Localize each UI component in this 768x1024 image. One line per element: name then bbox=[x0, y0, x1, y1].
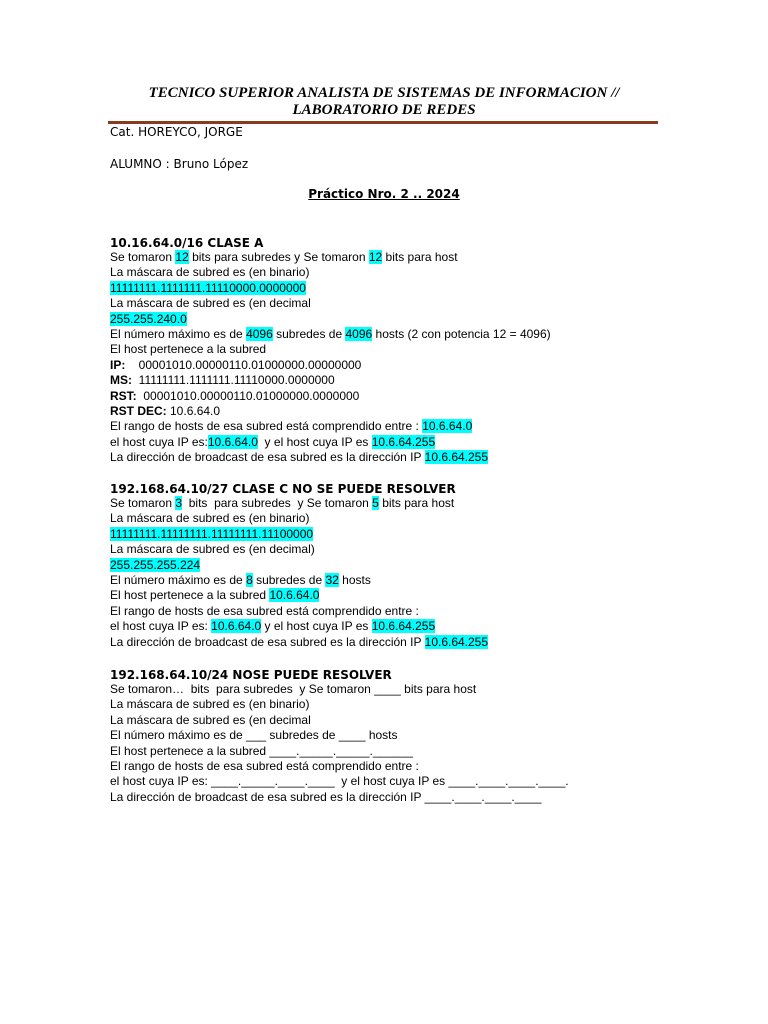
max-subnets-line: El número máximo es de 4096 subredes de 4096 hosts (2 con potencia 12 = 4096) bbox=[110, 326, 551, 341]
section-class-c-24 bbox=[110, 667, 670, 805]
rst-decimal-line: RST DEC: 10.6.64.0 bbox=[110, 403, 221, 418]
teacher-name: Cat. HOREYCO, JORGE bbox=[110, 125, 243, 139]
bits-line: Se tomaron 12 bits para subredes y Se tomaron 12 bits para host bbox=[110, 250, 458, 264]
mask-decimal-value: 255.255.255.224 bbox=[110, 557, 201, 572]
section-class-a bbox=[110, 235, 670, 465]
section-class-c bbox=[110, 481, 670, 650]
subnet-line: El host pertenece a la subred 10.6.64.0 bbox=[110, 588, 320, 603]
section-heading: 192.168.64.10/27 CLASE C NO SE PUEDE RESOLVER bbox=[110, 482, 456, 496]
ms-binary-line: MS: 11111111.1111111.11110000.0000000 bbox=[110, 373, 335, 388]
mask-decimal-label: La máscara de subred es (en decimal) bbox=[110, 542, 315, 557]
ip-binary-line: IP: 00001010.00000110.01000000.00000000 bbox=[110, 357, 362, 372]
host-range-line: El rango de hosts de esa subred está comprendido entre : 10.6.64.0 bbox=[110, 419, 473, 434]
host-ip-line: el host cuya IP es: 10.6.64.0 y el host cuya IP es 10.6.64.255 bbox=[110, 619, 436, 634]
bits-line: Se tomaron 3 bits para subredes y Se tomaron 5 bits para host bbox=[110, 496, 455, 510]
header-line-1: TECNICO SUPERIOR ANALISTA DE SISTEMAS DE INFORMACION // bbox=[148, 85, 620, 101]
max-subnets-line: El número máximo es de 8 subredes de 32 hosts bbox=[110, 572, 371, 587]
header-line-2: LABORATORIO DE REDES bbox=[292, 102, 476, 118]
mask-binary-value: 11111111.1111111.11110000.0000000 bbox=[110, 280, 306, 295]
broadcast-line: La dirección de broadcast de esa subred es la dirección IP ____.____.____.____ bbox=[110, 789, 542, 804]
max-subnets-line: El número máximo es de ___ subredes de ____ hosts bbox=[110, 728, 398, 743]
subnet-line: El host pertenece a la subred ____._____._____.______ bbox=[110, 743, 413, 758]
student-name: ALUMNO : Bruno López bbox=[110, 157, 249, 171]
section-heading: 10.16.64.0/16 CLASE A bbox=[110, 236, 264, 250]
mask-binary-label: La máscara de subred es (en binario) bbox=[110, 265, 310, 280]
broadcast-line: La dirección de broadcast de esa subred es la dirección IP 10.6.64.255 bbox=[110, 634, 489, 649]
mask-decimal-value: 255.255.240.0 bbox=[110, 311, 187, 326]
host-range-label: El rango de hosts de esa subred está comprendido entre : bbox=[110, 603, 419, 618]
section-heading: 192.168.64.10/24 NOSE PUEDE RESOLVER bbox=[110, 668, 392, 682]
host-range-label: El rango de hosts de esa subred está comprendido entre : bbox=[110, 758, 419, 773]
header-rule bbox=[108, 121, 658, 124]
subnet-label: El host pertenece a la subred bbox=[110, 342, 267, 357]
bits-line: Se tomaron… bits para subredes y Se tomaron ____ bits para host bbox=[110, 682, 477, 696]
document-title: Práctico Nro. 2 .. 2024 bbox=[308, 187, 460, 201]
broadcast-line: La dirección de broadcast de esa subred es la dirección IP 10.6.64.255 bbox=[110, 450, 489, 465]
mask-decimal-label: La máscara de subred es (en decimal bbox=[110, 296, 311, 311]
host-ip-line: el host cuya IP es:10.6.64.0 y el host cuya IP es 10.6.64.255 bbox=[110, 434, 436, 449]
document-header bbox=[110, 85, 658, 119]
mask-binary-label: La máscara de subred es (en binario) bbox=[110, 697, 310, 712]
host-ip-line: el host cuya IP es: ____._____.____.____ y el host cuya IP es ____.____.____.____. bbox=[110, 774, 569, 789]
mask-decimal-label: La máscara de subred es (en decimal bbox=[110, 712, 311, 727]
rst-binary-line: RST: 00001010.00000110.01000000.0000000 bbox=[110, 388, 360, 403]
mask-binary-label: La máscara de subred es (en binario) bbox=[110, 511, 310, 526]
mask-binary-value: 11111111.11111111.11111111.11100000 bbox=[110, 526, 314, 541]
